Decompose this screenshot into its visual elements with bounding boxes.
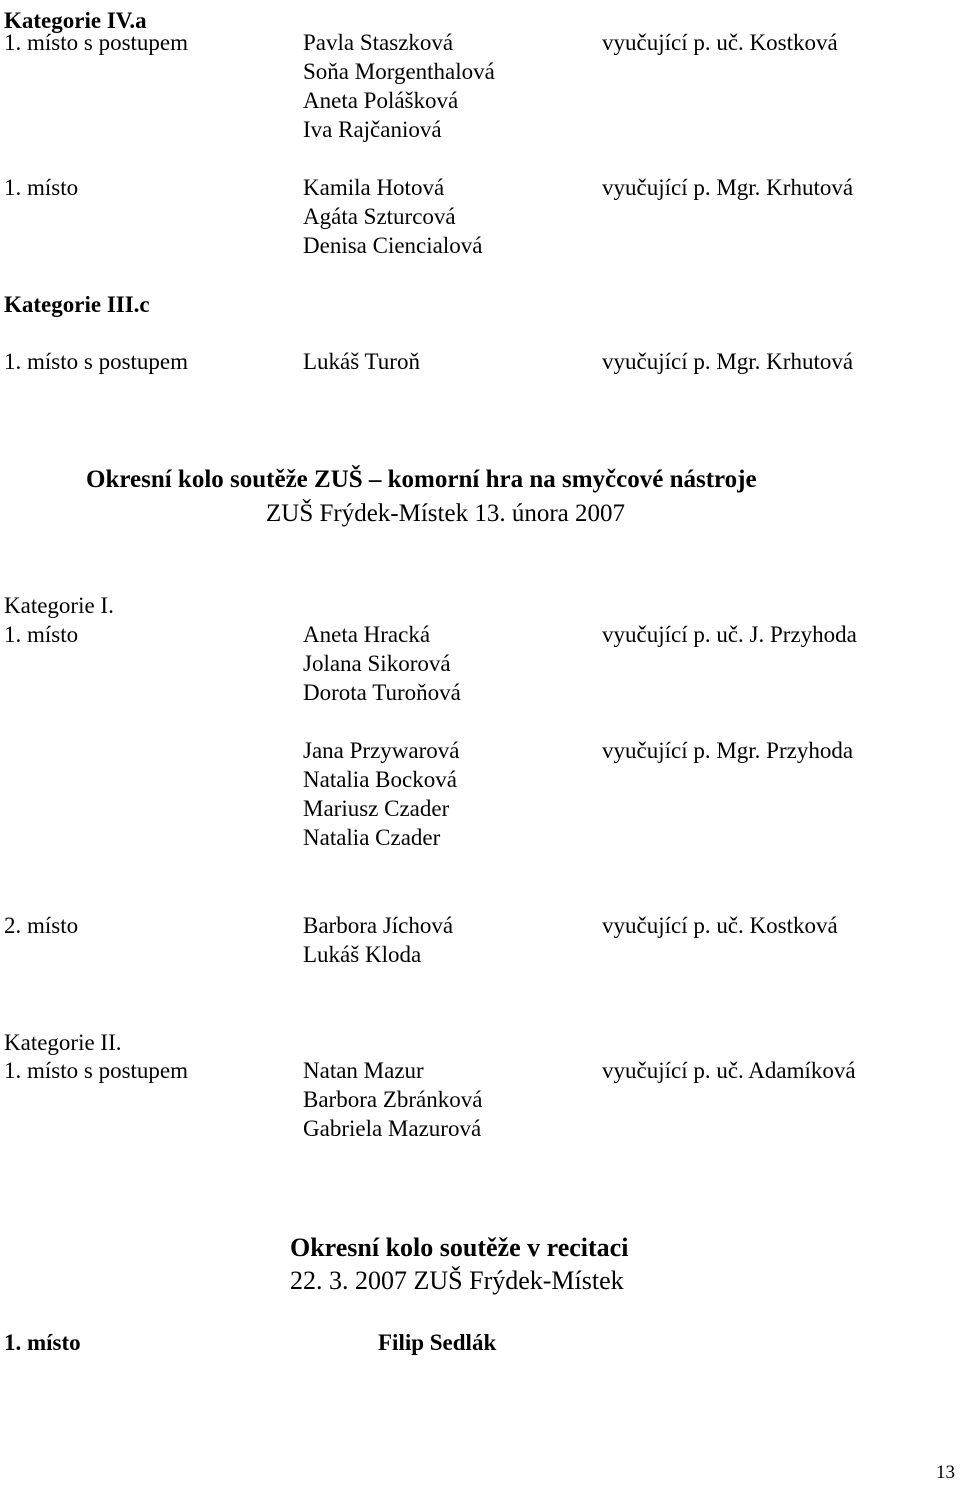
winner-name: Filip Sedlák [378,1330,497,1355]
section-title: Okresní kolo soutěže ZUŠ – komorní hra na smyčcové nástroje [86,466,757,493]
place-label: 1. místo s postupem [4,1058,189,1083]
name: Dorota Turoňová [303,680,461,705]
name: Barbora Zbránková [303,1087,483,1112]
name: Iva Rajčaniová [303,117,442,142]
recitation-subtitle: 22. 3. 2007 ZUŠ Frýdek-Místek [290,1266,624,1295]
name: Natalia Czader [303,825,441,850]
heading-kategorie-iva: Kategorie IV.a [4,8,147,33]
name: Lukáš Turoň [303,349,420,374]
name: Denisa Ciencialová [303,233,483,258]
heading-kategorie-iiic: Kategorie III.c [4,292,150,317]
name: Jolana Sikorová [303,651,451,676]
place-label: 1. místo [4,175,79,200]
section-subtitle: ZUŠ Frýdek-Místek 13. února 2007 [266,500,625,527]
teacher: vyučující p. uč. Adamíková [602,1058,856,1083]
place-label: 1. místo s postupem [4,30,189,55]
teacher: vyučující p. uč. Kostková [602,30,838,55]
place-label: 1. místo [4,622,79,647]
teacher: vyučující p. uč. J. Przyhoda [602,622,857,647]
name: Lukáš Kloda [303,942,422,967]
teacher: vyučující p. Mgr. Krhutová [602,349,854,374]
name: Jana Przywarová [303,738,460,763]
place-label: 1. místo s postupem [4,349,189,374]
category-heading: Kategorie I. [4,593,114,618]
name: Gabriela Mazurová [303,1116,482,1141]
place-label: 1. místo [4,1330,81,1355]
name: Kamila Hotová [303,175,445,200]
name: Soňa Morgenthalová [303,59,495,84]
name: Aneta Polášková [303,88,459,113]
page-number: 13 [936,1462,955,1483]
name: Natalia Bocková [303,767,457,792]
name: Aneta Hracká [303,622,431,647]
place-label: 2. místo [4,913,79,938]
recitation-title: Okresní kolo soutěže v recitaci [290,1233,629,1262]
name: Agáta Szturcová [303,204,456,229]
category-heading: Kategorie II. [4,1030,122,1055]
teacher: vyučující p. Mgr. Przyhoda [602,738,854,763]
teacher: vyučující p. Mgr. Krhutová [602,175,854,200]
name: Natan Mazur [303,1058,424,1083]
name: Barbora Jíchová [303,913,454,938]
name: Mariusz Czader [303,796,450,821]
name: Pavla Staszková [303,30,454,55]
teacher: vyučující p. uč. Kostková [602,913,838,938]
